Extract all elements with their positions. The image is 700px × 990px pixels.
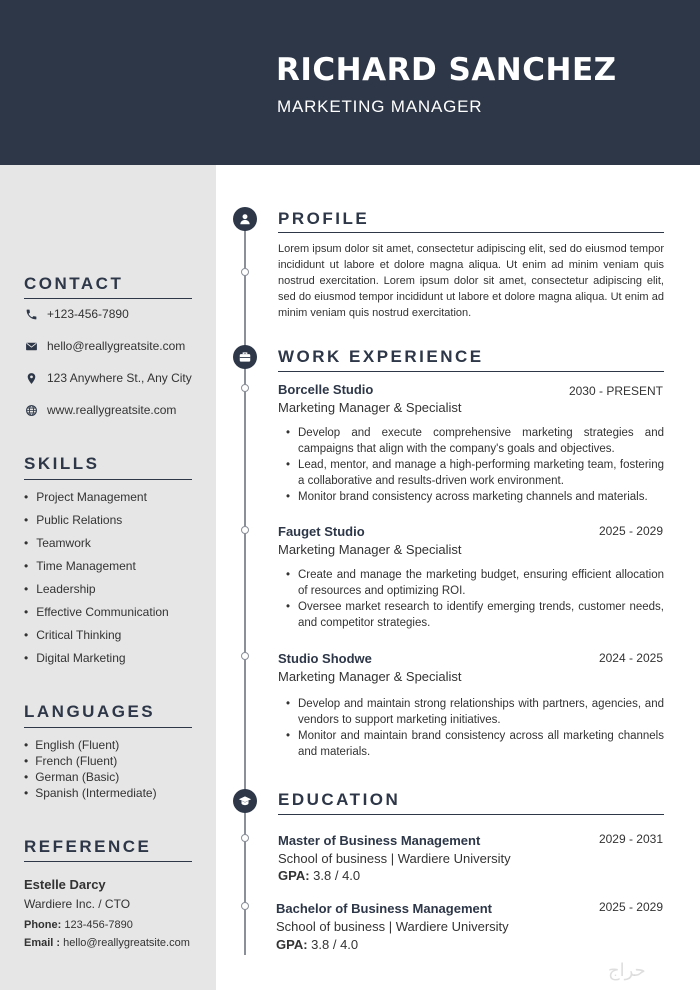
- candidate-name: RICHARD SANCHEZ: [276, 52, 617, 88]
- skill-item: • Teamwork: [24, 536, 91, 550]
- job-bullets: [278, 696, 664, 760]
- contact-address-text: 123 Anywhere St., Any City: [47, 371, 192, 385]
- skill-item: • Time Management: [24, 559, 136, 573]
- job-role: Marketing Manager & Specialist: [278, 542, 462, 557]
- edu-gpa: [276, 937, 358, 952]
- timeline-dot: [241, 834, 249, 842]
- skill-item: • Effective Communication: [24, 605, 169, 619]
- mail-icon: [24, 339, 38, 353]
- reference-name: Estelle Darcy: [24, 877, 106, 892]
- skills-divider: [24, 479, 192, 480]
- job-dates: 2025 - 2029: [598, 524, 663, 538]
- contact-website-text: www.reallygreatsite.com: [47, 403, 177, 417]
- contact-email-text: hello@reallygreatsite.com: [47, 339, 186, 353]
- edu-degree: Bachelor of Business Management: [276, 901, 492, 916]
- contact-email: [24, 339, 185, 353]
- job-dates: 2030 - PRESENT: [568, 384, 663, 398]
- skill-item: • Leadership: [24, 582, 96, 596]
- edu-gpa: [278, 868, 360, 883]
- timeline-dot: [241, 902, 249, 910]
- job-company: Studio Shodwe: [278, 651, 372, 666]
- education-divider: [278, 814, 664, 815]
- language-item: • French (Fluent): [24, 754, 117, 768]
- timeline-line: [244, 220, 246, 955]
- timeline-dot: [241, 268, 249, 276]
- edu-gpa-value: 3.8 / 4.0: [311, 937, 359, 952]
- contact-address: [24, 371, 192, 385]
- job-company: Fauget Studio: [278, 524, 365, 539]
- job-company: Borcelle Studio: [278, 382, 374, 397]
- edu-degree: Master of Business Management: [278, 833, 481, 848]
- reference-phone-label: Phone:: [24, 919, 62, 931]
- skills-heading: SKILLS: [24, 454, 100, 473]
- skill-item: • Digital Marketing: [24, 651, 126, 665]
- edu-gpa-value: 3.8 / 4.0: [313, 868, 361, 883]
- profile-heading: PROFILE: [278, 209, 370, 228]
- edu-dates: 2025 - 2029: [598, 900, 663, 914]
- language-item: • Spanish (Intermediate): [24, 786, 157, 800]
- skill-item: • Project Management: [24, 490, 147, 504]
- briefcase-icon: [233, 345, 257, 369]
- education-heading: EDUCATION: [278, 790, 401, 809]
- reference-role: Wardiere Inc. / CTO: [24, 897, 131, 911]
- profile-divider: [278, 232, 664, 233]
- contact-divider: [24, 298, 192, 299]
- job-role: Marketing Manager & Specialist: [278, 669, 462, 684]
- language-item: • English (Fluent): [24, 738, 119, 752]
- languages-heading: LANGUAGES: [24, 702, 156, 721]
- job-bullets: [278, 425, 664, 505]
- edu-school: School of business | Wardiere University: [278, 851, 511, 866]
- experience-divider: [278, 371, 664, 372]
- skill-item: • Critical Thinking: [24, 628, 121, 642]
- reference-heading: REFERENCE: [24, 837, 152, 856]
- job-bullet: • Develop and execute comprehensive marketing strategies and campaigns that align with the company's goals and objectives.: [278, 425, 664, 457]
- reference-divider: [24, 861, 192, 862]
- skill-item: • Public Relations: [24, 513, 122, 527]
- header-banner: [0, 0, 700, 165]
- timeline-dot: [241, 652, 249, 660]
- job-bullet: • Monitor and maintain brand consistency across all marketing channels and materials.: [278, 728, 664, 760]
- languages-divider: [24, 727, 192, 728]
- user-icon: [233, 207, 257, 231]
- job-bullet: • Oversee market research to identify emerging trends, customer needs, and competitor strategies.: [278, 599, 664, 631]
- job-bullet: • Monitor brand consistency across marketing channels and materials.: [278, 489, 664, 505]
- phone-icon: [24, 307, 38, 321]
- reference-phone: [24, 919, 133, 931]
- contact-website: [24, 403, 176, 417]
- candidate-title: MARKETING MANAGER: [277, 97, 483, 116]
- job-bullet: • Lead, mentor, and manage a high-performing marketing team, fostering a collaborative and results-driven work environment.: [278, 457, 664, 489]
- globe-icon: [24, 403, 38, 417]
- watermark: حراج: [608, 960, 646, 981]
- contact-phone: [24, 307, 129, 321]
- job-bullet: • Develop and maintain strong relationships with partners, agencies, and vendors to support marketing initiatives.: [278, 696, 664, 728]
- edu-gpa-label: GPA:: [278, 868, 310, 883]
- job-bullet: • Create and manage the marketing budget, ensuring efficient allocation of resources and optimizing ROI.: [278, 567, 664, 599]
- reference-phone-value: 123-456-7890: [64, 919, 133, 931]
- language-item: • German (Basic): [24, 770, 119, 784]
- experience-heading: WORK EXPERIENCE: [278, 347, 484, 366]
- reference-email-value: hello@reallygreatsite.com: [63, 937, 190, 949]
- reference-email-label: Email :: [24, 937, 61, 949]
- job-role: Marketing Manager & Specialist: [278, 400, 462, 415]
- contact-heading: CONTACT: [24, 274, 124, 293]
- edu-school: School of business | Wardiere University: [276, 919, 509, 934]
- graduation-cap-icon: [233, 789, 257, 813]
- timeline-dot: [241, 384, 249, 392]
- timeline-dot: [241, 526, 249, 534]
- profile-text: Lorem ipsum dolor sit amet, consectetur adipiscing elit, sed do eiusmod tempor incididunt ut labore et dolore magna aliqua. Ut enim ad minim veniam quis nostrud exercitation. Lorem ipsum dolor sit amet, consectetur adipiscing elit, sed do eiusmod tempor incididunt ut labore et dolore magna aliqua. Ut enim ad minim veniam quis nostrud exercitation.: [278, 243, 664, 319]
- edu-dates: 2029 - 2031: [598, 832, 663, 846]
- reference-email: [24, 937, 190, 949]
- job-bullets: [278, 567, 664, 631]
- edu-gpa-label: GPA:: [276, 937, 308, 952]
- location-pin-icon: [24, 371, 38, 385]
- job-dates: 2024 - 2025: [598, 651, 663, 665]
- contact-phone-text: +123-456-7890: [47, 307, 129, 321]
